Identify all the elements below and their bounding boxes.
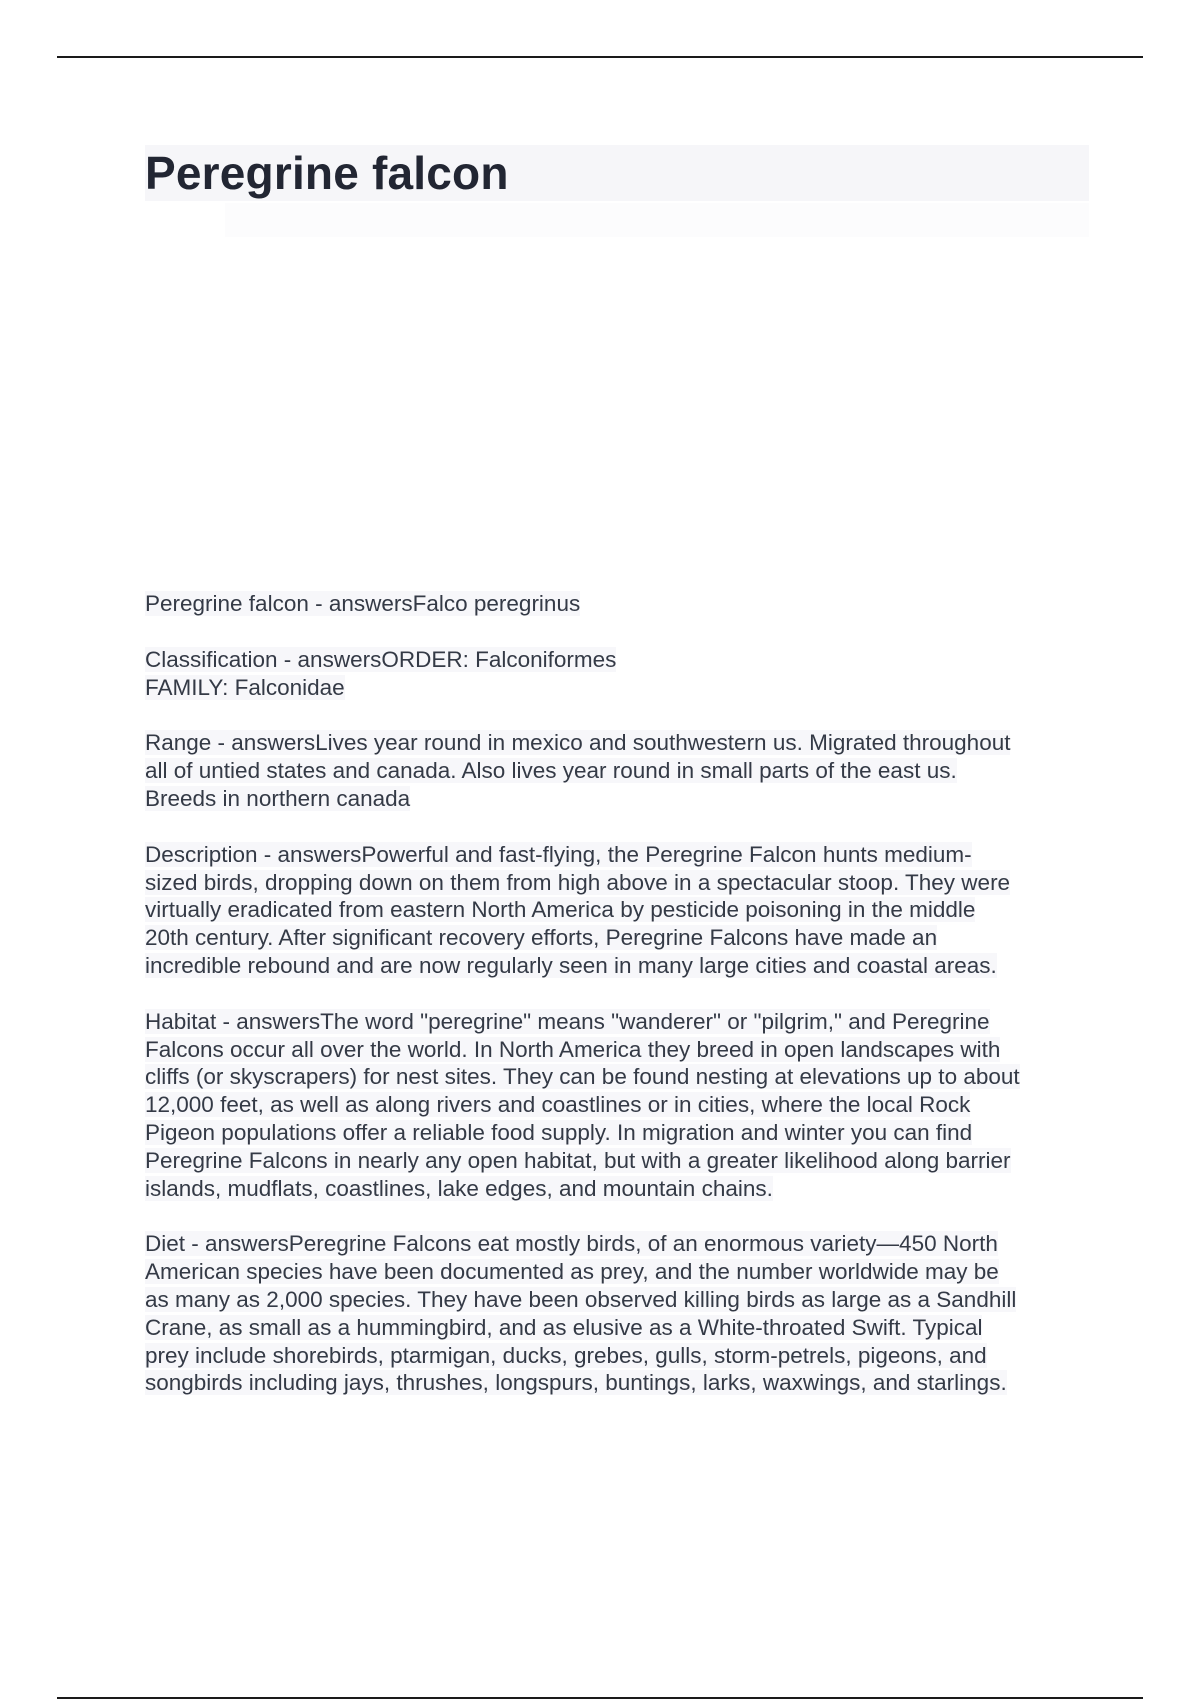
document-body [145,590,1095,1425]
entry-line: songbirds including jays, thrushes, longspurs, buntings, larks, waxwings, and starlings. [145,1370,1007,1396]
entry-line: all of untied states and canada. Also lives year round in small parts of the east us. [145,758,957,784]
entry-line: Diet - answersPeregrine Falcons eat mostly birds, of an enormous variety—450 North [145,1231,998,1257]
entry-line: 20th century. After significant recovery efforts, Peregrine Falcons have made an [145,925,938,951]
entry-line: Peregrine Falcons in nearly any open habitat, but with a greater likelihood along barrier [145,1147,1011,1173]
entry-line: Peregrine falcon - answersFalco peregrinus [145,591,581,616]
entry-diet [145,1230,1095,1397]
entry-line: prey include shorebirds, ptarmigan, ducks, grebes, gulls, storm-petrels, pigeons, and [145,1342,987,1368]
entry-line: as many as 2,000 species. They have been observed killing birds as large as a Sandhill [145,1286,1017,1312]
entry-name [145,590,1095,618]
entry-line: virtually eradicated from eastern North America by pesticide poisoning in the middle [145,897,976,923]
title-underlay [225,203,1089,237]
bottom-rule [57,1697,1143,1699]
top-rule [57,56,1143,58]
entry-line: Habitat - answersThe word "peregrine" means "wanderer" or "pilgrim," and Peregrine [145,1008,990,1034]
entry-line: Range - answersLives year round in mexico and southwestern us. Migrated throughout [145,730,1011,756]
entry-line: Pigeon populations offer a reliable food supply. In migration and winter you can find [145,1119,973,1145]
entry-line: FAMILY: Falconidae [145,674,345,700]
entry-line: sized birds, dropping down on them from high above in a spectacular stoop. They were [145,869,1011,895]
entry-classification [145,646,1095,702]
entry-line: 12,000 feet, as well as along rivers and coastlines or in cities, where the local Rock [145,1092,971,1118]
entry-line: American species have been documented as prey, and the number worldwide may be [145,1259,999,1285]
entry-description [145,841,1095,980]
entry-habitat [145,1008,1095,1203]
entry-line: incredible rebound and are now regularly seen in many large cities and coastal areas. [145,952,997,978]
entry-line: Falcons occur all over the world. In North America they breed in open landscapes with [145,1036,1001,1062]
entry-line: cliffs (or skyscrapers) for nest sites. They can be found nesting at elevations up to about [145,1064,1020,1090]
entry-range [145,729,1095,812]
page-title: Peregrine falcon [145,147,509,199]
entry-line: Breeds in northern canada [145,785,411,811]
entry-line: Description - answersPowerful and fast-flying, the Peregrine Falcon hunts medium- [145,841,972,867]
entry-line: islands, mudflats, coastlines, lake edges, and mountain chains. [145,1175,773,1201]
entry-line: Classification - answersORDER: Falconiformes [145,646,617,672]
entry-line: Crane, as small as a hummingbird, and as elusive as a White-throated Swift. Typical [145,1314,983,1340]
